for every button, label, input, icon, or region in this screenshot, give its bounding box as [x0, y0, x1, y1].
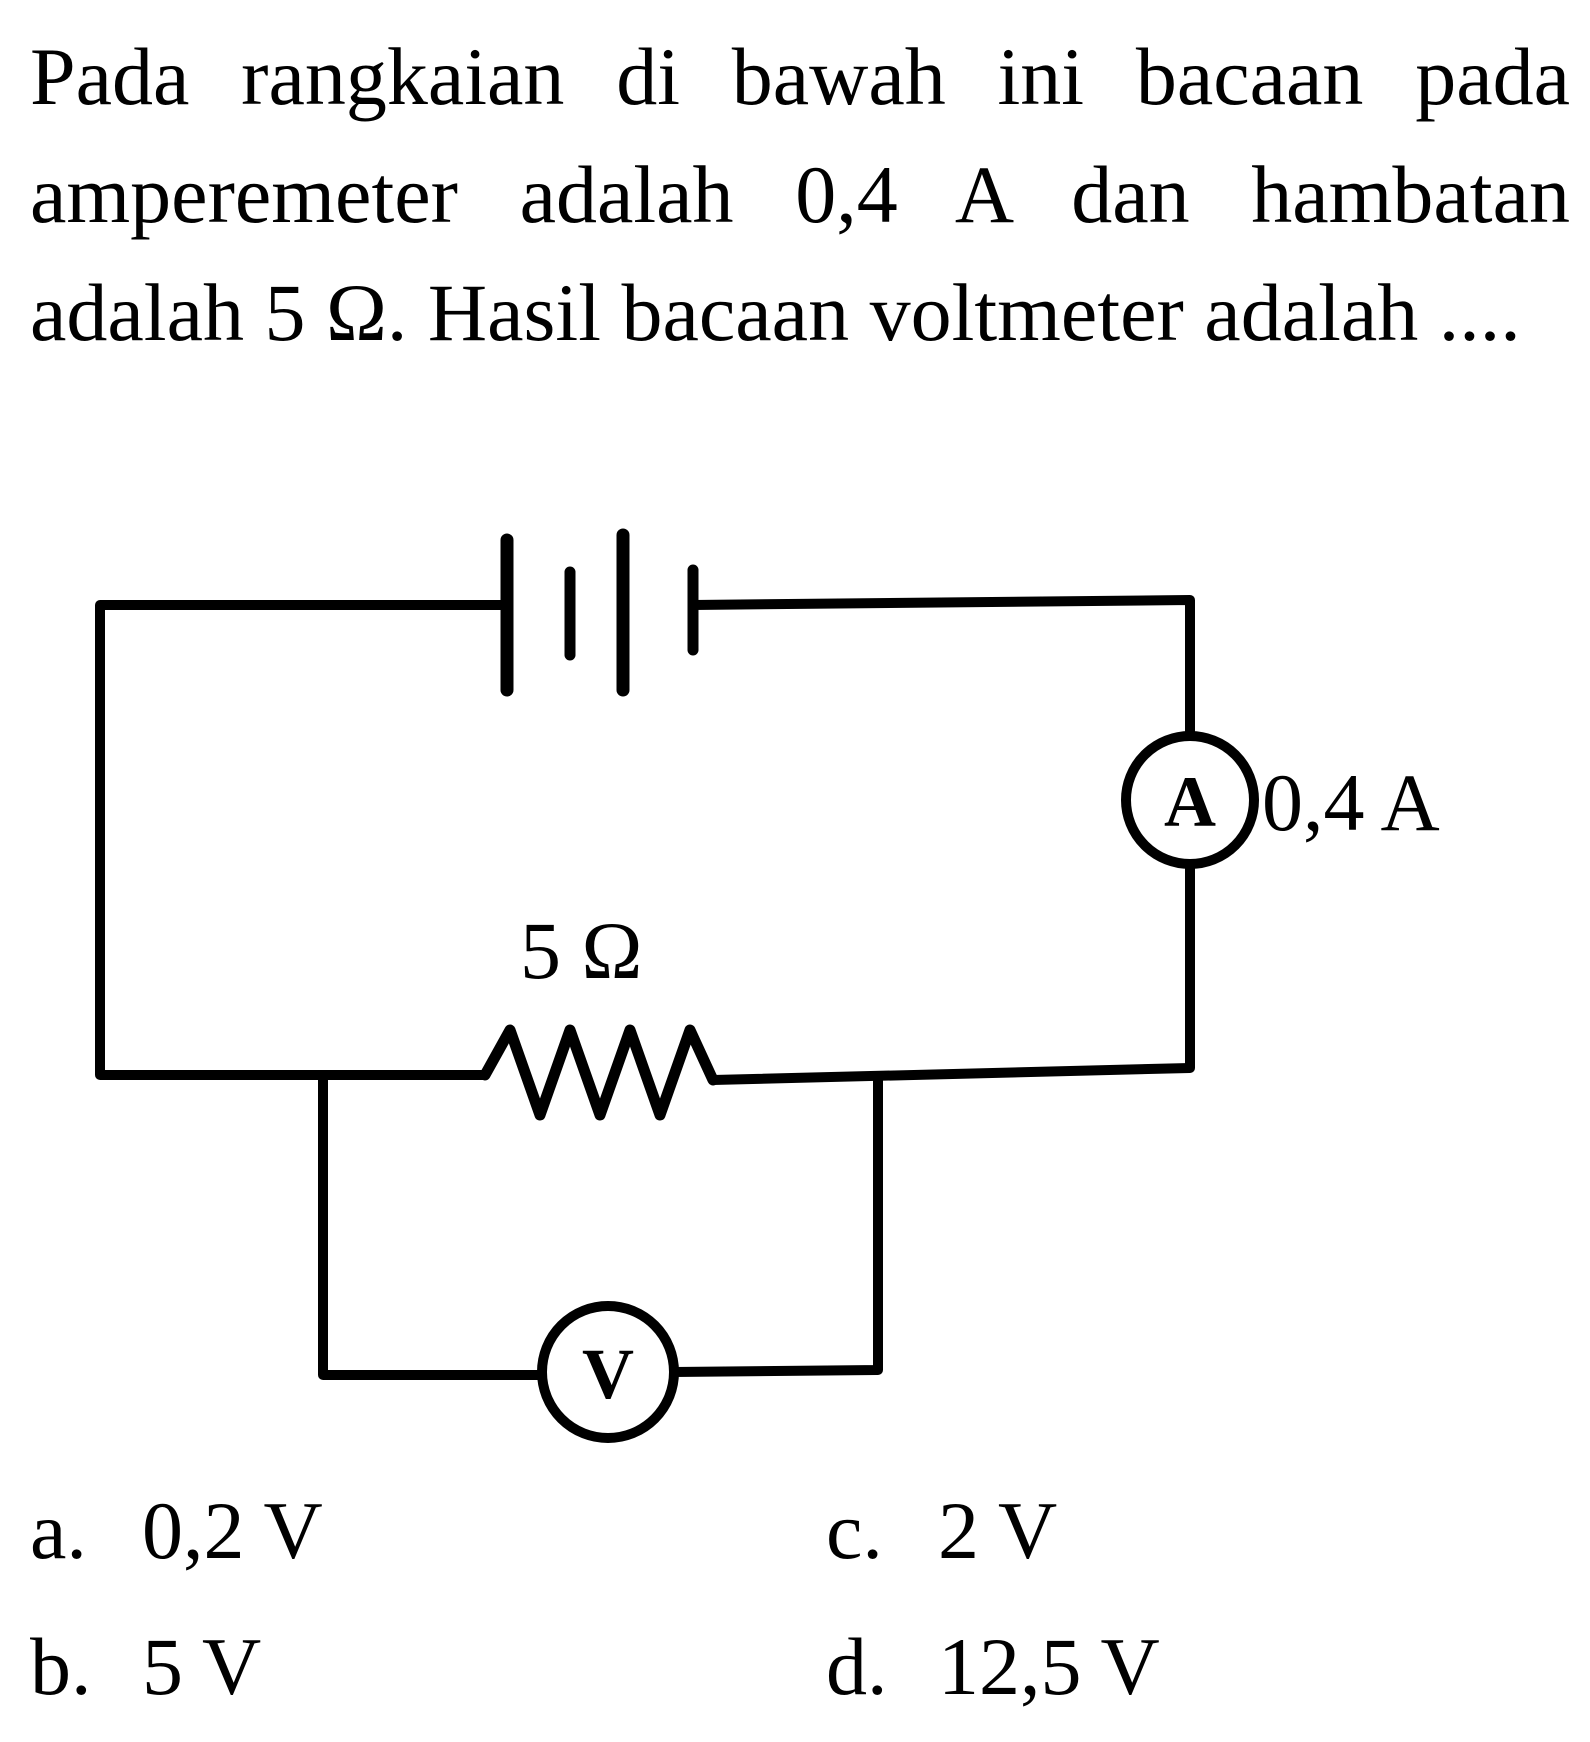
voltmeter-icon [542, 1306, 674, 1438]
option-text: 0,2 V [142, 1485, 323, 1576]
question-text: Pada rangkaian di bawah ini bacaan pada amperemeter adalah 0,4 A dan hambatan adalah 5 Ω. Hasil bacaan voltmeter adalah .... [30, 31, 1570, 358]
wire-right-lower [713, 864, 1190, 1080]
option-letter: b. [30, 1621, 92, 1712]
battery-icon [507, 535, 693, 690]
wire-top-right [693, 600, 1190, 736]
option-text: 2 V [938, 1485, 1058, 1576]
resistor-icon [485, 1030, 713, 1115]
ammeter-icon [1126, 736, 1254, 864]
ammeter-symbol: A [1164, 762, 1216, 842]
wire-top-left [100, 605, 507, 1075]
ammeter-reading-label: 0,4 A [1262, 757, 1440, 848]
option-letter: c. [826, 1485, 883, 1576]
option-letter: a. [30, 1485, 87, 1576]
option-a[interactable] [30, 1486, 323, 1576]
option-b[interactable] [30, 1622, 261, 1712]
option-text: 5 V [142, 1621, 262, 1712]
voltmeter-branch-left [323, 1080, 542, 1375]
voltmeter-branch-right [674, 1077, 878, 1372]
voltmeter-symbol: V [582, 1334, 634, 1414]
option-letter: d. [826, 1621, 888, 1712]
option-d[interactable] [826, 1622, 1160, 1712]
option-c[interactable] [826, 1486, 1057, 1576]
option-text: 12,5 V [938, 1621, 1160, 1712]
resistor-label: 5 Ω [520, 905, 643, 996]
